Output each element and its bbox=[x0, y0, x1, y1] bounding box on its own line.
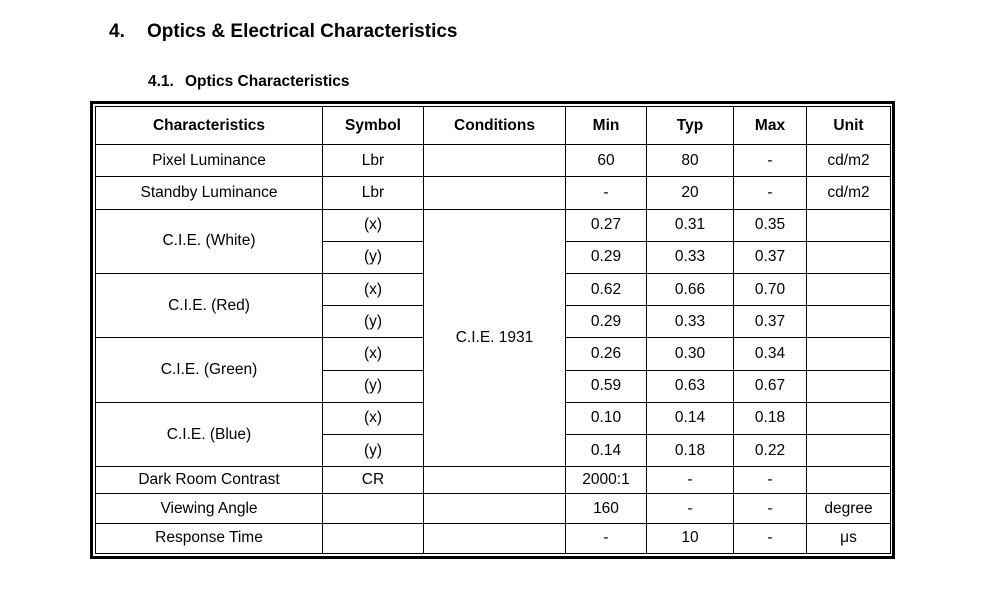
min-cell: 2000:1 bbox=[566, 467, 647, 494]
max-cell: 0.37 bbox=[734, 306, 807, 338]
symbol-cell: (y) bbox=[323, 370, 424, 402]
section-heading bbox=[109, 21, 457, 43]
typ-cell: 0.63 bbox=[647, 370, 734, 402]
min-cell: - bbox=[566, 523, 647, 553]
table-header-row bbox=[96, 107, 891, 145]
characteristic-cell: Response Time bbox=[96, 523, 323, 553]
header-min: Min bbox=[566, 107, 647, 145]
cie-condition-cell: C.I.E. 1931 bbox=[424, 209, 566, 467]
min-cell: 0.29 bbox=[566, 306, 647, 338]
typ-cell: 80 bbox=[647, 145, 734, 177]
characteristic-cell: C.I.E. (White) bbox=[96, 209, 323, 273]
typ-cell: 20 bbox=[647, 177, 734, 209]
header-unit: Unit bbox=[807, 107, 891, 145]
unit-cell bbox=[807, 338, 891, 370]
table-row bbox=[96, 523, 891, 553]
typ-cell: 0.33 bbox=[647, 241, 734, 273]
max-cell: - bbox=[734, 145, 807, 177]
characteristic-cell: C.I.E. (Green) bbox=[96, 338, 323, 402]
symbol-cell: CR bbox=[323, 467, 424, 494]
unit-cell bbox=[807, 402, 891, 434]
min-cell: 160 bbox=[566, 494, 647, 523]
symbol-cell: (y) bbox=[323, 435, 424, 467]
table-row bbox=[96, 209, 891, 241]
max-cell: - bbox=[734, 177, 807, 209]
typ-cell: 0.18 bbox=[647, 435, 734, 467]
unit-cell: μs bbox=[807, 523, 891, 553]
max-cell: - bbox=[734, 494, 807, 523]
typ-cell: 0.30 bbox=[647, 338, 734, 370]
max-cell: 0.37 bbox=[734, 241, 807, 273]
symbol-cell: (x) bbox=[323, 402, 424, 434]
conditions-cell bbox=[424, 494, 566, 523]
subsection-title: Optics Characteristics bbox=[185, 73, 350, 90]
max-cell: 0.67 bbox=[734, 370, 807, 402]
unit-cell: cd/m2 bbox=[807, 145, 891, 177]
symbol-cell: Lbr bbox=[323, 145, 424, 177]
header-typ: Typ bbox=[647, 107, 734, 145]
header-max: Max bbox=[734, 107, 807, 145]
typ-cell: - bbox=[647, 467, 734, 494]
min-cell: 0.29 bbox=[566, 241, 647, 273]
symbol-cell: Lbr bbox=[323, 177, 424, 209]
typ-cell: 0.14 bbox=[647, 402, 734, 434]
conditions-cell bbox=[424, 523, 566, 553]
symbol-cell: (y) bbox=[323, 306, 424, 338]
typ-cell: 10 bbox=[647, 523, 734, 553]
symbol-cell bbox=[323, 523, 424, 553]
symbol-cell: (x) bbox=[323, 274, 424, 306]
typ-cell: - bbox=[647, 494, 734, 523]
unit-cell: degree bbox=[807, 494, 891, 523]
table-row bbox=[96, 494, 891, 523]
header-characteristics: Characteristics bbox=[96, 107, 323, 145]
optics-table bbox=[95, 106, 891, 554]
symbol-cell bbox=[323, 494, 424, 523]
max-cell: - bbox=[734, 523, 807, 553]
section-title: Optics & Electrical Characteristics bbox=[147, 21, 458, 42]
characteristic-cell: Dark Room Contrast bbox=[96, 467, 323, 494]
min-cell: 0.62 bbox=[566, 274, 647, 306]
typ-cell: 0.31 bbox=[647, 209, 734, 241]
conditions-cell bbox=[424, 145, 566, 177]
typ-cell: 0.33 bbox=[647, 306, 734, 338]
subsection-number: 4.1. bbox=[148, 73, 174, 90]
unit-cell bbox=[807, 306, 891, 338]
unit-cell bbox=[807, 209, 891, 241]
conditions-cell bbox=[424, 467, 566, 494]
max-cell: 0.22 bbox=[734, 435, 807, 467]
max-cell: 0.35 bbox=[734, 209, 807, 241]
unit-cell bbox=[807, 435, 891, 467]
header-symbol: Symbol bbox=[323, 107, 424, 145]
subsection-heading bbox=[148, 73, 350, 91]
min-cell: 0.26 bbox=[566, 338, 647, 370]
section-number: 4. bbox=[109, 21, 125, 42]
characteristic-cell: Pixel Luminance bbox=[96, 145, 323, 177]
unit-cell bbox=[807, 241, 891, 273]
table-row bbox=[96, 177, 891, 209]
table-frame bbox=[90, 101, 895, 559]
typ-cell: 0.66 bbox=[647, 274, 734, 306]
symbol-cell: (y) bbox=[323, 241, 424, 273]
unit-cell bbox=[807, 274, 891, 306]
header-conditions: Conditions bbox=[424, 107, 566, 145]
symbol-cell: (x) bbox=[323, 338, 424, 370]
characteristic-cell: C.I.E. (Blue) bbox=[96, 402, 323, 466]
table-row bbox=[96, 145, 891, 177]
max-cell: 0.34 bbox=[734, 338, 807, 370]
symbol-cell: (x) bbox=[323, 209, 424, 241]
min-cell: 60 bbox=[566, 145, 647, 177]
characteristic-cell: Viewing Angle bbox=[96, 494, 323, 523]
unit-cell bbox=[807, 370, 891, 402]
min-cell: 0.59 bbox=[566, 370, 647, 402]
min-cell: - bbox=[566, 177, 647, 209]
min-cell: 0.10 bbox=[566, 402, 647, 434]
min-cell: 0.27 bbox=[566, 209, 647, 241]
conditions-cell bbox=[424, 177, 566, 209]
table-row bbox=[96, 467, 891, 494]
min-cell: 0.14 bbox=[566, 435, 647, 467]
unit-cell: cd/m2 bbox=[807, 177, 891, 209]
characteristic-cell: C.I.E. (Red) bbox=[96, 274, 323, 338]
characteristic-cell: Standby Luminance bbox=[96, 177, 323, 209]
max-cell: 0.70 bbox=[734, 274, 807, 306]
max-cell: 0.18 bbox=[734, 402, 807, 434]
unit-cell bbox=[807, 467, 891, 494]
max-cell: - bbox=[734, 467, 807, 494]
